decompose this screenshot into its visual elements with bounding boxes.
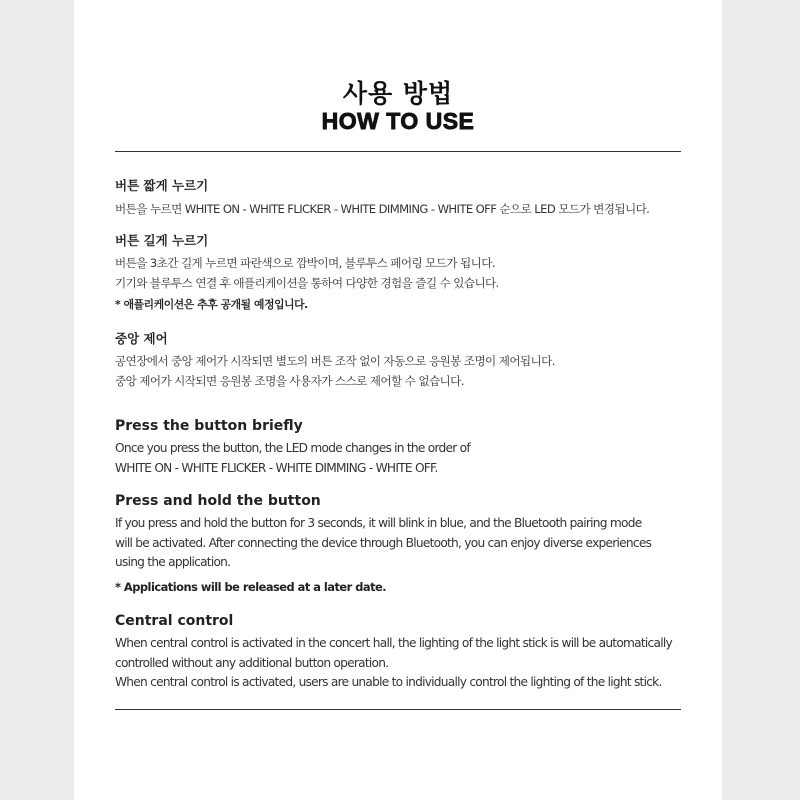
page-title-korean: 사용 방법 [342, 79, 454, 108]
ko-long-press-heading: 버튼 길게 누르기 [115, 233, 209, 248]
en-central-line: When central control is activated in the concert hall, the lighting of the light stick is will be automatically [115, 636, 672, 650]
ko-long-press-line: 버튼을 3초간 길게 누르면 파란색으로 깜박이며, 블루투스 페어링 모드가 됩니다. [115, 256, 495, 270]
en-central-heading: Central control [115, 613, 234, 629]
ko-short-press-heading: 버튼 짧게 누르기 [115, 178, 209, 193]
en-long-press-line: will be activated. After connecting the device through Bluetooth, you can enjoy diverse experiences [115, 535, 652, 550]
ko-central-heading: 중앙 제어 [115, 331, 168, 346]
ko-central-section [115, 330, 681, 391]
en-short-press-heading: Press the button briefly [115, 418, 303, 434]
ko-long-press-line: 기기와 블루투스 연결 후 애플리케이션을 통하여 다양한 경험을 즐길 수 있습니다. [115, 275, 499, 290]
ko-long-press-note: * 애플리케이션은 추후 공개될 예정입니다. [115, 298, 308, 311]
ko-short-press-line: 버튼을 누르면 WHITE ON - WHITE FLICKER - WHITE DIMMING - WHITE OFF 순으로 LED 모드가 변경됩니다. [115, 202, 650, 216]
bottom-divider [115, 709, 681, 710]
top-divider [115, 151, 681, 152]
en-short-press-line: WHITE ON - WHITE FLICKER - WHITE DIMMING - WHITE OFF. [115, 460, 438, 475]
en-long-press-section [115, 491, 681, 596]
ko-long-press-section [115, 232, 681, 314]
en-central-line: controlled without any additional button operation. [115, 655, 389, 670]
en-short-press-section [115, 416, 681, 478]
en-long-press-note: * Applications will be released at a later date. [115, 579, 387, 594]
ko-central-line: 중앙 제어가 시작되면 응원봉 조명을 사용자가 스스로 제어할 수 없습니다. [115, 373, 464, 388]
instruction-page [74, 0, 722, 800]
en-long-press-line: If you press and hold the button for 3 seconds, it will blink in blue, and the Bluetooth pairing mode [115, 516, 642, 530]
ko-central-line: 공연장에서 중앙 제어가 시작되면 별도의 버튼 조작 없이 자동으로 응원봉 조명이 제어됩니다. [115, 354, 555, 368]
ko-short-press-section [115, 177, 681, 220]
en-central-section [115, 611, 681, 693]
en-long-press-heading: Press and hold the button [115, 493, 321, 509]
en-short-press-line: Once you press the button, the LED mode changes in the order of [115, 441, 470, 455]
en-long-press-line: using the application. [115, 555, 231, 569]
en-central-line: When central control is activated, users are unable to individually control the lighting of the light stick. [115, 675, 662, 689]
page-title-english: HOW TO USE [321, 108, 475, 134]
